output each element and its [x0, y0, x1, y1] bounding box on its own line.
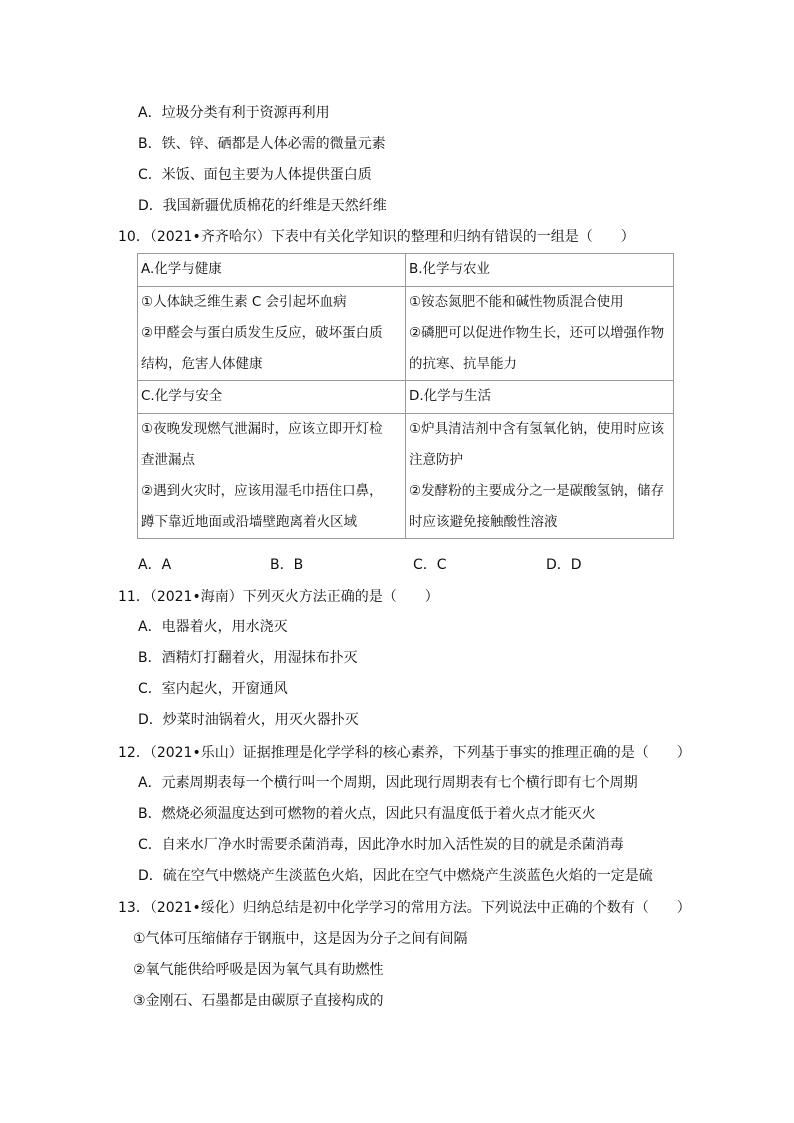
- q10-option-d: D．D: [546, 557, 582, 573]
- cell-a-line: 结构，危害人体健康: [141, 356, 263, 372]
- q13-item-1: ①气体可压缩储存于钢瓶中，这是因为分子之间有间隔: [133, 931, 468, 947]
- q12-option-b: B．燃烧必须温度达到可燃物的着火点，因此只有温度低于着火点才能灭火: [138, 806, 596, 822]
- q9-option-b: B．铁、锌、硒都是人体必需的微量元素: [138, 136, 386, 152]
- q12-stem: 12．（2021•乐山）证据推理是化学学科的核心素养，下列基于事实的推理正确的是（ ）: [118, 745, 691, 761]
- cell-b-title: B.化学与农业: [406, 254, 674, 287]
- cell-c-line: 查泄漏点: [141, 452, 195, 468]
- q9-option-a: A．垃圾分类有利于资源再利用: [138, 105, 330, 121]
- cell-a-title: A.化学与健康: [138, 254, 406, 287]
- q10-option-c: C．C: [413, 557, 447, 573]
- cell-b-content: [406, 287, 674, 381]
- cell-c-line: ②遇到火灾时，应该用湿毛巾捂住口鼻，: [141, 483, 383, 499]
- cell-c-line: 蹲下靠近地面或沿墙壁跑离着火区域: [141, 514, 357, 530]
- q12-option-c: C．自来水厂净水时需要杀菌消毒，因此净水时加入活性炭的目的就是杀菌消毒: [138, 837, 624, 853]
- q12-option-d: D．硫在空气中燃烧产生淡蓝色火焰，因此在空气中燃烧产生淡蓝色火焰的一定是硫: [138, 868, 653, 884]
- cell-d-line: 注意防护: [409, 452, 463, 468]
- q10-knowledge-table: [137, 253, 674, 539]
- cell-c-line: ①夜晚发现燃气泄漏时，应该立即开灯检: [141, 421, 383, 437]
- q10-stem: 10．（2021•齐齐哈尔）下表中有关化学知识的整理和归纳有错误的一组是（ ）: [118, 229, 635, 245]
- cell-d-line: ①炉具清洁剂中含有氢氧化钠，使用时应该: [409, 421, 665, 437]
- q11-option-b: B．酒精灯打翻着火，用湿抹布扑灭: [138, 650, 358, 666]
- q12-option-a: A．元素周期表每一个横行叫一个周期，因此现行周期表有七个横行即有七个周期: [138, 775, 638, 791]
- q10-option-a: A．A: [138, 557, 172, 573]
- q13-item-3: ③金刚石、石墨都是由碳原子直接构成的: [133, 993, 384, 1009]
- q13-stem: 13．（2021•绥化）归纳总结是初中化学学习的常用方法。下列说法中正确的个数有（ ）: [118, 900, 691, 916]
- q9-option-d: D．我国新疆优质棉花的纤维是天然纤维: [138, 198, 387, 214]
- cell-b-line: 的抗寒、抗旱能力: [409, 356, 517, 372]
- cell-c-content: [138, 414, 406, 539]
- cell-d-title: D.化学与生活: [406, 381, 674, 414]
- cell-b-line: ①铵态氮肥不能和碱性物质混合使用: [409, 294, 624, 310]
- cell-d-line: ②发酵粉的主要成分之一是碳酸氢钠，储存: [409, 483, 665, 499]
- q10-option-b: B．B: [270, 557, 304, 573]
- cell-a-content: [138, 287, 406, 381]
- q13-item-2: ②氧气能供给呼吸是因为氧气具有助燃性: [133, 962, 384, 978]
- q11-option-a: A．电器着火，用水浇灭: [138, 619, 288, 635]
- cell-d-line: 时应该避免接触酸性溶液: [409, 514, 558, 530]
- cell-d-content: [406, 414, 674, 539]
- cell-b-line: ②磷肥可以促进作物生长，还可以增强作物: [409, 325, 665, 341]
- cell-a-line: ①人体缺乏维生素 C 会引起坏血病: [141, 294, 347, 310]
- q11-option-c: C．室内起火，开窗通风: [138, 681, 288, 697]
- cell-a-line: ②甲醛会与蛋白质发生反应，破坏蛋白质: [141, 325, 383, 341]
- q9-option-c: C．米饭、面包主要为人体提供蛋白质: [138, 167, 372, 183]
- q11-stem: 11．（2021•海南）下列灭火方法正确的是（ ）: [118, 589, 439, 605]
- cell-c-title: C.化学与安全: [138, 381, 406, 414]
- q11-option-d: D．炒菜时油锅着火，用灭火器扑灭: [138, 712, 359, 728]
